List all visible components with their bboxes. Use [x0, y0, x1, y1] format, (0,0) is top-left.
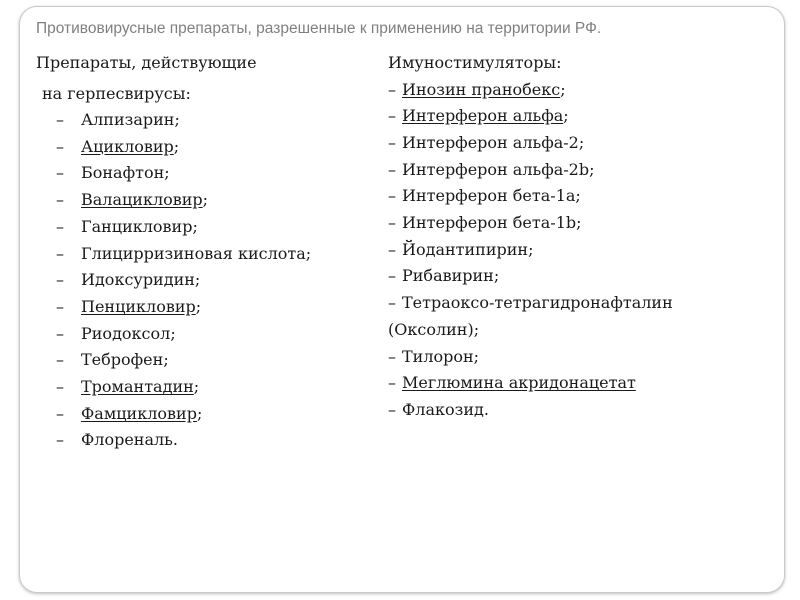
immunostimulants-column — [388, 50, 778, 424]
dash-marker: – — [56, 377, 64, 397]
list-item — [388, 103, 778, 130]
drug-name: Интерферон альфа — [402, 106, 564, 126]
drug-name: Риодоксол — [81, 323, 171, 343]
drug-name: (Оксолин) — [388, 319, 474, 339]
dash-marker: – — [388, 399, 396, 419]
herpes-drug-list — [36, 107, 366, 454]
list-item — [36, 134, 366, 161]
list-item — [388, 157, 778, 184]
list-item — [36, 427, 366, 454]
list-item — [388, 130, 778, 157]
list-item — [36, 107, 366, 134]
list-item — [388, 237, 778, 264]
herpes-drugs-column — [36, 50, 366, 454]
drug-name: Фамцикловир — [81, 403, 197, 423]
item-punctuation: ; — [576, 213, 582, 233]
drug-name: Рибавирин — [402, 266, 494, 286]
dash-marker: – — [56, 163, 64, 183]
drug-name: Валацикловир — [81, 190, 203, 210]
drug-name: Флакозид — [402, 399, 484, 419]
slide-title: Противовирусные препараты, разрешенные к применению на территории РФ. — [36, 20, 602, 37]
item-punctuation: ; — [473, 319, 480, 339]
item-punctuation: ; — [170, 323, 176, 343]
item-punctuation: ; — [528, 239, 534, 259]
drug-name: Бонафтон — [81, 163, 165, 183]
list-item — [388, 183, 778, 210]
item-punctuation: ; — [195, 296, 202, 316]
item-punctuation: ; — [163, 350, 169, 370]
list-item — [388, 210, 778, 237]
immunostimulants-heading: Имуностимуляторы: — [388, 53, 562, 72]
drug-name: Интерферон альфа-2 — [402, 132, 579, 152]
item-punctuation: ; — [589, 159, 595, 179]
list-item — [36, 374, 366, 401]
drug-name: Интерферон альфа-2b — [402, 159, 590, 179]
drug-name: Интерферон бета-1b — [402, 213, 577, 233]
dash-marker: – — [56, 270, 64, 290]
drug-name: Тетраоксо-тетрагидронафталин — [402, 293, 673, 313]
list-item — [36, 214, 366, 241]
dash-marker: – — [56, 430, 64, 450]
dash-marker: – — [388, 293, 396, 313]
item-punctuation: ; — [305, 243, 312, 263]
list-item — [36, 160, 366, 187]
item-punctuation: ; — [194, 270, 201, 290]
item-punctuation: ; — [560, 79, 566, 99]
item-punctuation: ; — [202, 190, 209, 210]
item-punctuation: ; — [575, 186, 581, 206]
dash-marker: – — [56, 323, 64, 343]
drug-name: Пенцикловир — [81, 296, 196, 316]
dash-marker: – — [56, 243, 64, 263]
list-item — [36, 321, 366, 348]
drug-name: Инозин пранобекс — [402, 79, 561, 99]
dash-marker: – — [388, 186, 396, 206]
dash-marker: – — [56, 403, 64, 423]
dash-marker: – — [56, 350, 64, 370]
dash-marker: – — [388, 79, 396, 99]
item-punctuation: ; — [193, 377, 200, 397]
list-item — [36, 401, 366, 428]
drug-name: Флореналь — [81, 430, 173, 450]
list-item — [388, 370, 778, 397]
dash-marker: – — [56, 296, 64, 316]
dash-marker: – — [388, 132, 396, 152]
item-punctuation: ; — [173, 136, 180, 156]
item-punctuation: ; — [578, 132, 585, 152]
list-item — [36, 267, 366, 294]
drug-name: Интерферон бета-1a — [402, 186, 576, 206]
list-item — [388, 290, 778, 317]
dash-marker: – — [388, 346, 396, 366]
item-punctuation: . — [483, 399, 489, 419]
item-punctuation: ; — [563, 106, 569, 126]
list-item — [36, 241, 366, 268]
item-punctuation: ; — [473, 346, 480, 366]
drug-name: Тромантадин — [81, 377, 194, 397]
list-item — [388, 263, 778, 290]
dash-marker: – — [388, 106, 396, 126]
dash-marker: – — [388, 373, 396, 393]
drug-name: Теброфен — [81, 350, 164, 370]
herpes-heading-line1: Препараты, действующие — [36, 53, 257, 72]
item-punctuation: ; — [192, 216, 198, 236]
drug-name: Йодантипирин — [402, 239, 529, 259]
dash-marker: – — [388, 266, 396, 286]
item-punctuation: ; — [196, 403, 203, 423]
drug-name: Меглюмина акридонацетат — [402, 373, 636, 393]
dash-marker: – — [56, 110, 64, 129]
immunostimulant-list — [388, 77, 778, 424]
dash-marker: – — [56, 216, 64, 236]
drug-name: Идоксуридин — [81, 270, 195, 290]
drug-name: Ганцикловир — [81, 216, 193, 236]
dash-marker: – — [388, 239, 396, 259]
drug-name: Ацикловир — [81, 136, 174, 156]
item-punctuation: ; — [164, 163, 170, 183]
dash-marker: – — [56, 190, 64, 210]
item-punctuation: . — [172, 430, 178, 450]
drug-name: Алпизарин — [81, 110, 175, 129]
list-item — [36, 294, 366, 321]
drug-name: Глицирризиновая кислота — [81, 243, 306, 263]
list-item — [36, 347, 366, 374]
item-punctuation: ; — [174, 110, 180, 129]
drug-name: Тилорон — [402, 346, 474, 366]
list-item — [36, 187, 366, 214]
item-punctuation: ; — [493, 266, 500, 286]
list-item — [388, 397, 778, 424]
dash-marker: – — [56, 136, 64, 156]
dash-marker: – — [388, 159, 396, 179]
list-item — [388, 77, 778, 104]
list-item — [388, 317, 778, 344]
herpes-heading-line2: на герпесвирусы: — [42, 83, 191, 103]
dash-marker: – — [388, 213, 396, 233]
list-item — [388, 344, 778, 371]
